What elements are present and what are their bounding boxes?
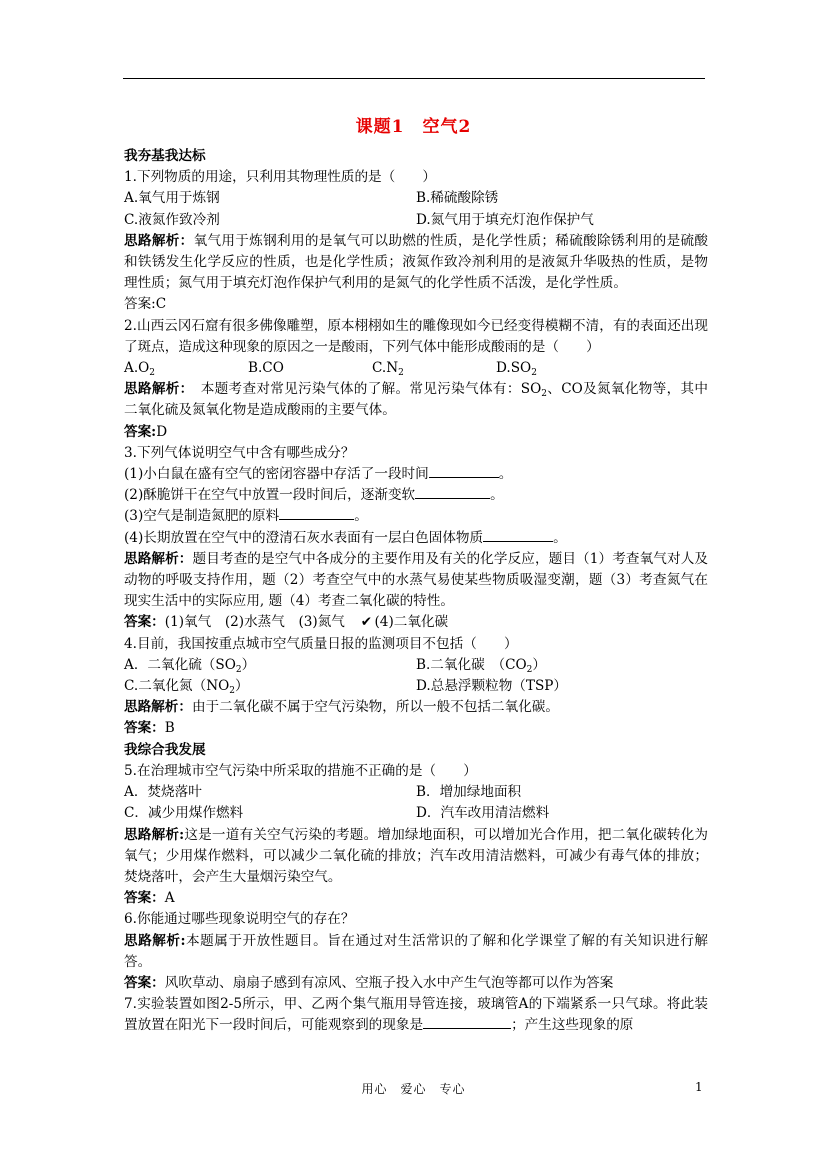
options-row: [124, 358, 708, 379]
option-b: B.CO: [248, 360, 284, 377]
option-d: $D.SO_2$: [496, 360, 537, 379]
section-heading: 我综合我发展: [124, 741, 206, 758]
analysis: 思路解析：题目考查的是空气中各成分的主要作用及有关的化学反应，题目（1）考查氧气对人及动物的呼吸支持作用，题（2）考查空气中的水蒸气易使某些物质吸湿变潮，题（3）考查氮气在现实生活中的实际应用, 题（4）考查二氧化碳的特性。: [124, 550, 708, 610]
sub-question: (1)小白鼠在盛有空气的密闭容器中存活了一段时间 。: [124, 466, 513, 483]
answer: 答案:C: [124, 296, 167, 313]
option-c: $C.N_2$: [372, 360, 404, 379]
page-number: 1: [695, 1080, 703, 1094]
option-a: $A.O_2$: [124, 360, 156, 379]
option-d: D．汽车改用清洁燃料: [416, 805, 550, 822]
option-b: B.二氧化碳 $(CO_2)$: [416, 656, 546, 675]
answer: 答案:D: [124, 423, 168, 440]
analysis: 思路解析：氧气用于炼钢利用的是氧气可以助燃的性质，是化学性质；稀硫酸除锈利用的是硫酸和铁锈发生化学反应的性质，也是化学性质；液氮作致冷剂利用的是液氮升华吸热的性质，是物理性质；氮气用于填充灯泡作保护气利用的是氮气的化学性质不活泼，是化学性质。: [124, 232, 708, 292]
option-a: A.氧气用于炼钢: [124, 190, 220, 207]
option-c: C.液氮作致冷剂: [124, 211, 220, 228]
option-a: A．焚烧落叶: [124, 784, 202, 801]
answer: 答案：(1)氧气 (2)水蒸气 (3)氮气 ✔ (4)二氧化碳: [124, 612, 708, 633]
footer-motto: 用心 爱心 专心: [361, 1082, 466, 1096]
question-stem: 6.你能通过哪些现象说明空气的存在？: [124, 911, 355, 928]
option-d: D.总悬浮颗粒物（TSP）: [416, 678, 568, 695]
question-stem: 4.目前，我国按重点城市空气质量日报的监测项目不包括（ ）: [124, 635, 518, 652]
sub-question: (4)长期放置在空气中的澄清石灰水表面有一层白色固体物质 。: [124, 529, 567, 546]
analysis: 思路解析： 本题考查对常见污染气体的了解。常见污染气体有：$SO_2$、CO及氮氧化物等，其中二氧化硫及氮氧化物是造成酸雨的主要气体。: [124, 381, 708, 419]
answer: 答案：A: [124, 890, 175, 907]
analysis: 思路解析：由于二氧化碳不属于空气污染物，所以一般不包括二氧化碳。: [124, 699, 559, 716]
page-title: 课题1 空气2: [355, 117, 472, 137]
section-heading: 我夯基我达标: [124, 148, 206, 164]
checkmark-icon: ✔: [360, 614, 373, 631]
question-stem: 7.实验装置如图2-5所示，甲、乙两个集气瓶用导管连接，玻璃管A的下端紧系一只气球。将此装置放置在阳光下一段时间后，可能观察到的现象是 ；产生这些现象的原: [124, 996, 708, 1034]
sub-question: (2)酥脆饼干在空气中放置一段时间后，逐渐变软 。: [124, 487, 504, 504]
option-b: B.稀硫酸除锈: [416, 190, 499, 207]
analysis: 思路解析:本题属于开放性题目。旨在通过对生活常识的了解和化学课堂了解的有关知识进行解答。: [124, 932, 708, 970]
header-rule: [123, 78, 705, 79]
answer: 答案：B: [124, 720, 175, 737]
sub-question: (3)空气是制造氮肥的原料 。: [124, 508, 368, 525]
options-row: [124, 803, 708, 824]
option-d: D.氮气用于填充灯泡作保护气: [416, 211, 594, 228]
answer: 答案：风吹草动、扇扇子感到有凉风、空瓶子投入水中产生气泡等都可以作为答案: [124, 974, 614, 991]
options-row: [124, 210, 708, 231]
document-body: [124, 146, 708, 1037]
option-a: A．二氧化硫$(SO_2)$: [124, 656, 256, 675]
options-row: [124, 676, 708, 697]
options-row: [124, 782, 708, 803]
option-b: B．增加绿地面积: [416, 784, 522, 801]
question-stem: 3.下列气体说明空气中含有哪些成分？: [124, 444, 355, 461]
option-c: C．减少用煤作燃料: [124, 805, 244, 822]
analysis: 思路解析:这是一道有关空气污染的考题。增加绿地面积，可以增加光合作用，把二氧化碳转化为氧气；少用煤作燃料，可以减少二氧化硫的排放；汽车改用清洁燃料，可减少有毒气体的排放；焚烧落叶，会产生大量烟污染空气。: [124, 826, 708, 885]
options-row: [124, 188, 708, 209]
option-c: C.二氧化氮$(NO_2)$: [124, 678, 249, 697]
options-row: [124, 655, 708, 676]
question-stem: 1.下列物质的用途，只利用其物理性质的是（ ）: [124, 169, 437, 186]
question-stem: 2.山西云冈石窟有很多佛像雕塑，原本栩栩如生的雕像现如今已经变得模糊不清，有的表面还出现了斑点，造成这种现象的原因之一是酸雨，下列气体中能形成酸雨的是（ ）: [124, 317, 708, 355]
question-stem: 5.在治理城市空气污染中所采取的措施不正确的是（ ）: [124, 762, 477, 779]
